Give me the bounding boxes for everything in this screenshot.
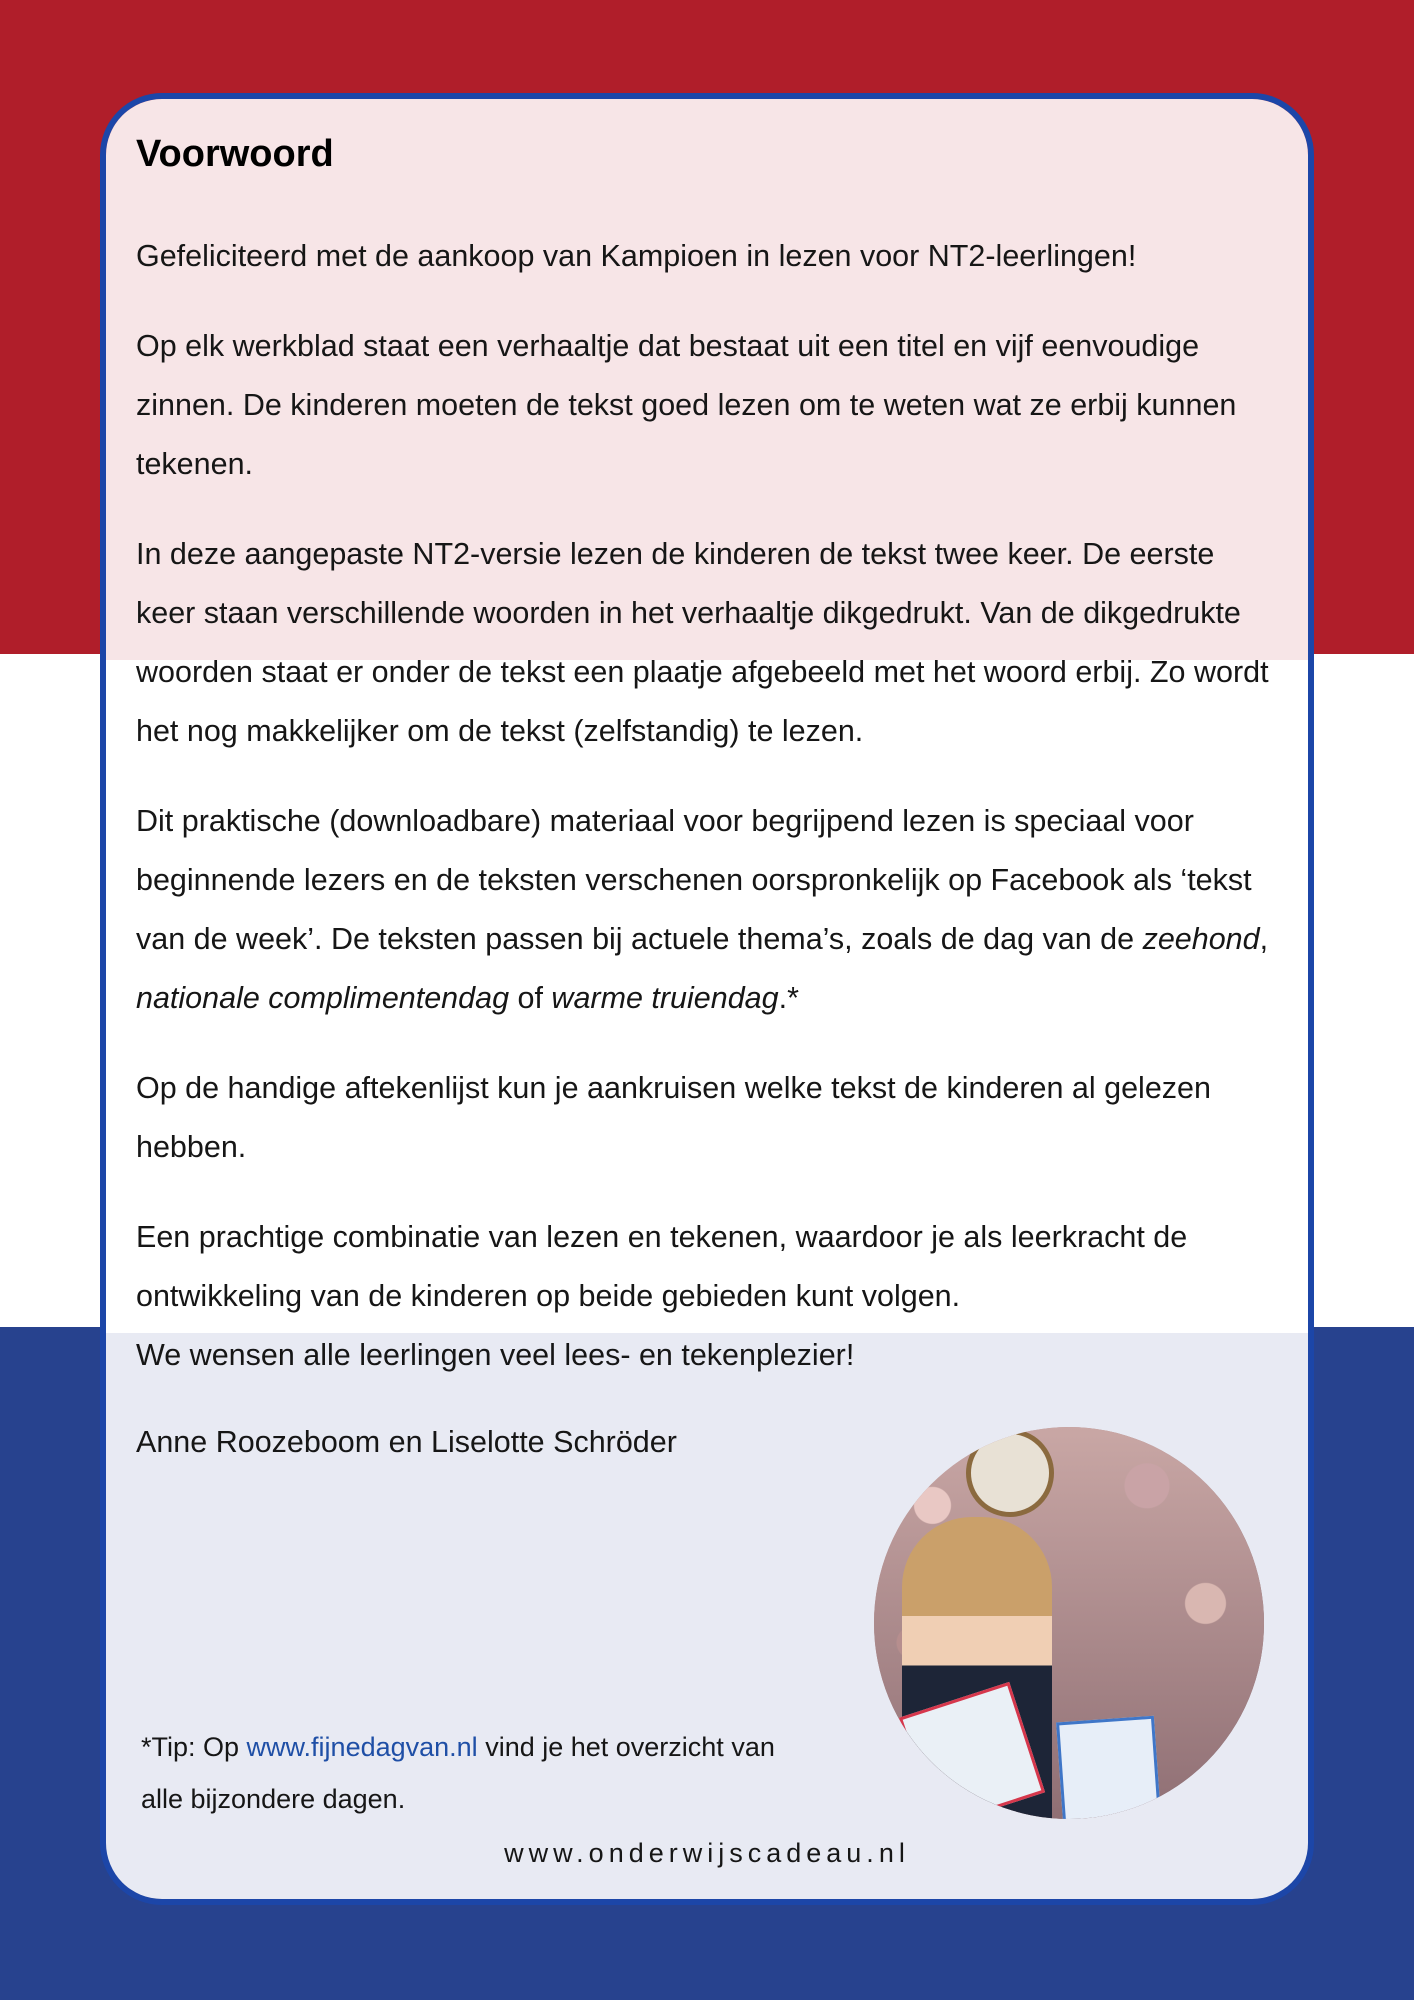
paragraph-combination: Een prachtige combinatie van lezen en tekenen, waardoor je als leerkracht de ontwikkeling van de kinderen op beide gebieden kunt volgen.: [136, 1220, 1188, 1314]
page-content: [136, 130, 1276, 1503]
separator: of: [509, 981, 552, 1016]
footnote-mark: .*: [778, 981, 799, 1016]
clock-icon: [966, 1429, 1054, 1517]
paragraph-material: [136, 792, 1276, 1028]
paragraph-nt2-version: In deze aangepaste NT2-versie lezen de kinderen de tekst twee keer. De eerste keer staan verschillende woorden in het verhaaltje dikgedrukt. Van de dikgedrukte woorden staat er onder de tekst een plaatje afgebeeld met het woord erbij. Zo wordt het nog makkelijker om de tekst (zelfstandig) te lezen.: [136, 537, 1269, 749]
separator: ,: [1259, 922, 1269, 957]
paragraph-wishes: We wensen alle leerlingen veel lees- en tekenplezier!: [136, 1338, 855, 1373]
page-title: Voorwoord: [136, 133, 334, 175]
material-text: Dit praktische (downloadbare) materiaal voor begrijpend lezen is speciaal voor beginnende lezers en de teksten verschenen oorspronkelijk op Facebook als ‘tekst van de week’. De teksten passen bij actuele thema’s, zoals de dag van de: [136, 804, 1252, 957]
tip-prefix: *Tip: Op: [141, 1732, 247, 1762]
paragraph-worksheet: Op elk werkblad staat een verhaaltje dat bestaat uit een titel en vijf eenvoudige zinnen. De kinderen moeten de tekst goed lezen om te weten wat ze erbij kunnen tekenen.: [136, 329, 1237, 482]
footer-url: www.onderwijscadeau.nl: [504, 1838, 910, 1868]
tip-note: [141, 1721, 801, 1825]
paragraph-congrats: Gefeliciteerd met de aankoop van Kampioen in lezen voor NT2-leerlingen!: [136, 239, 1137, 274]
theme-warme-truiendag: warme truiendag: [551, 981, 779, 1016]
paragraph-checklist: Op de handige aftekenlijst kun je aankruisen welke tekst de kinderen al gelezen hebben.: [136, 1071, 1211, 1165]
photo-book-right: [1056, 1716, 1162, 1819]
tip-link[interactable]: www.fijnedagvan.nl: [246, 1732, 478, 1762]
theme-complimentendag: nationale complimentendag: [136, 981, 510, 1016]
theme-zeehond: zeehond: [1142, 922, 1260, 957]
authors-photo: [874, 1427, 1264, 1819]
tip-suffix: vind je het overzicht van alle bijzondere dagen.: [141, 1732, 775, 1814]
author-names: Anne Roozeboom en Liselotte Schröder: [136, 1425, 677, 1460]
